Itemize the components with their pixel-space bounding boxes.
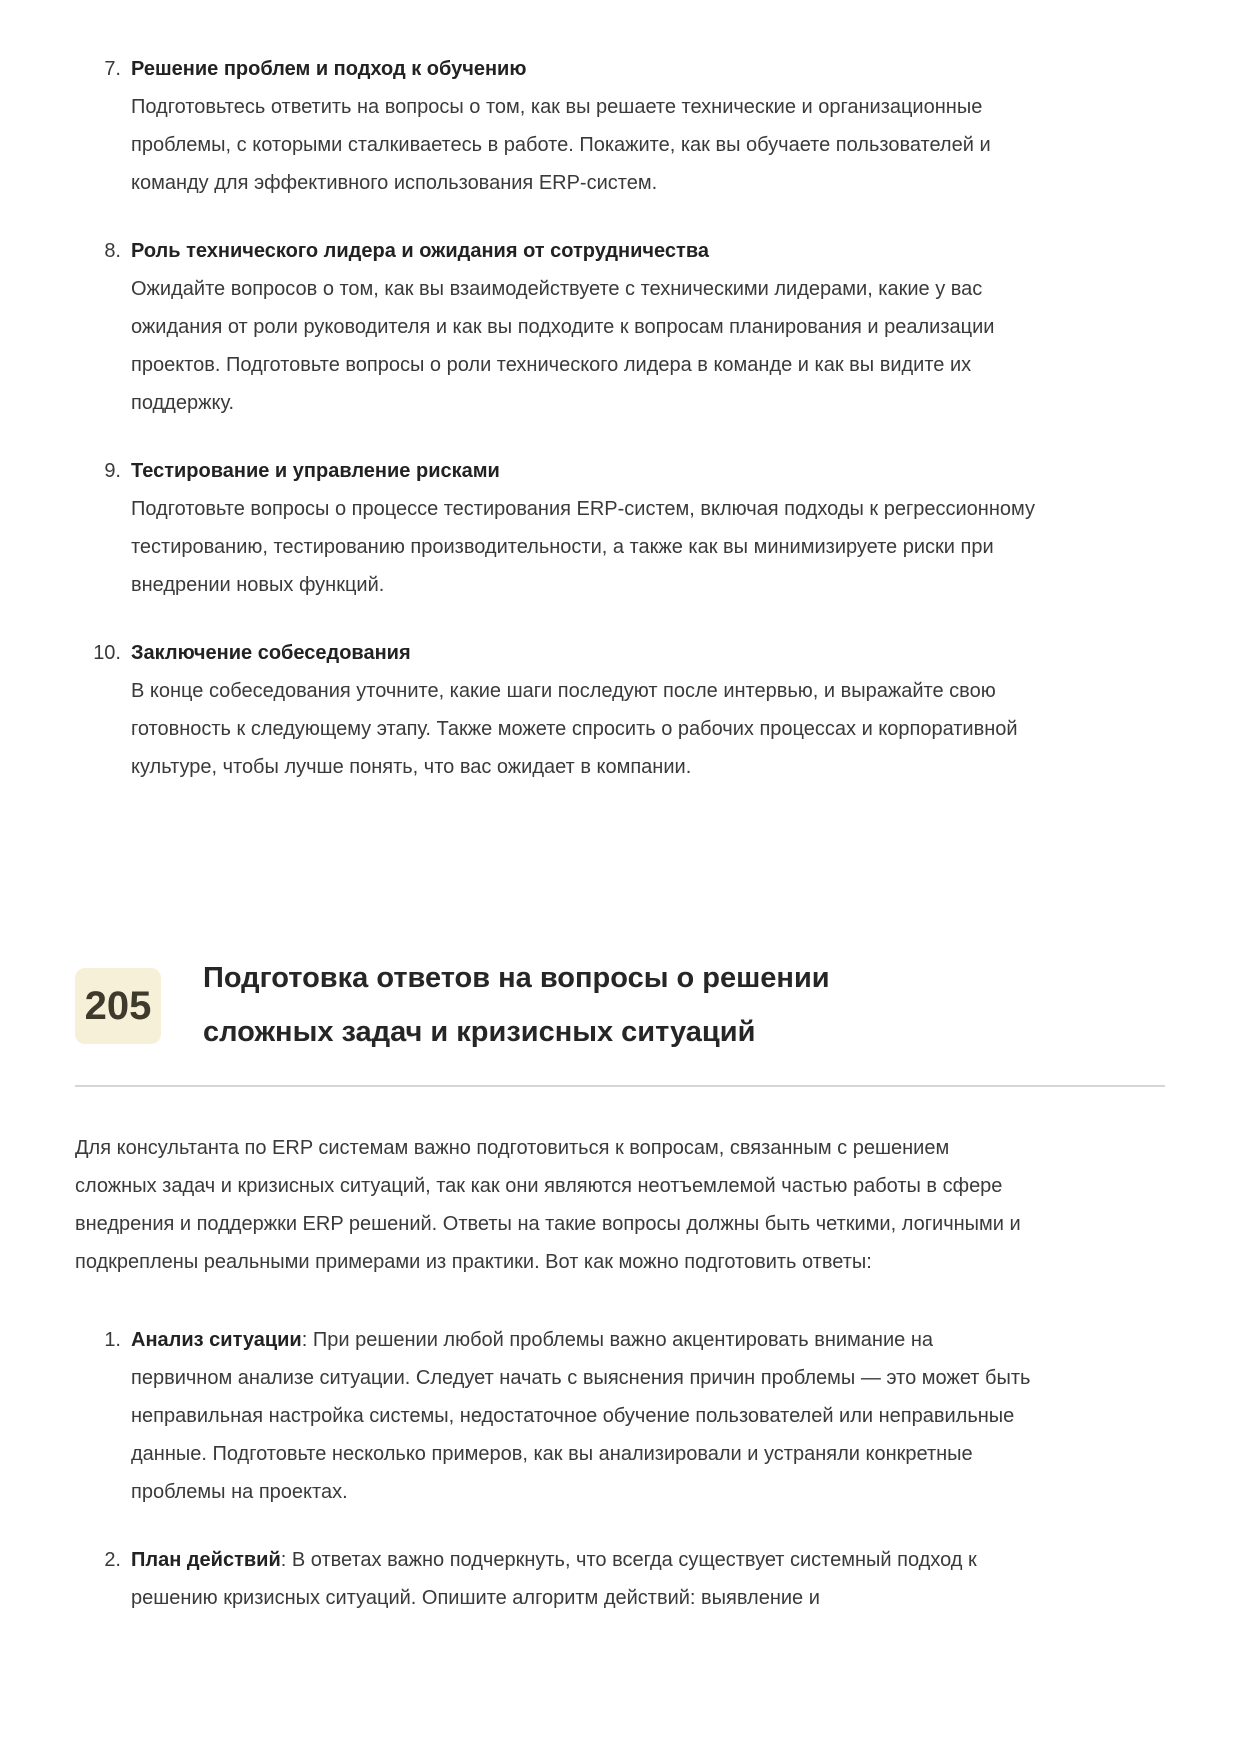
section-header (75, 952, 1165, 1059)
list-item-body: Ожидайте вопросов о том, как вы взаимодействуете с техническими лидерами, какие у вас ожидания от роли руководителя и как вы подходите к вопросам планирования и реализации проектов. Подготовьте вопросы о роли технического лидера в команде и как вы видите их поддержку. (131, 278, 995, 414)
list-item-title: Роль технического лидера и ожидания от сотрудничества (131, 240, 709, 262)
list-item-title: Тестирование и управление рисками (131, 460, 500, 482)
list-item (75, 232, 1165, 422)
list-item (75, 1541, 1165, 1617)
list-item-number: 9. (104, 460, 121, 482)
section-title: Подготовка ответов на вопросы о решении сложных задач и кризисных ситуаций (203, 962, 830, 1048)
list-item-content (131, 452, 1036, 604)
list-item-body: Подготовьтесь ответить на вопросы о том, как вы решаете технические и организационные проблемы, с которыми сталкиваетесь в работе. Покажите, как вы обучаете пользователей и команду для эффективного использования ERP-систем. (131, 96, 991, 194)
bottom-numbered-list (75, 1321, 1165, 1617)
section-divider (75, 1085, 1165, 1087)
section-intro-paragraph: Для консультанта по ERP системам важно подготовиться к вопросам, связанным с решением сложных задач и кризисных ситуаций, так как они являются неотъемлемой частью работы в сфере внедрения и поддержки ERP решений. Ответы на такие вопросы должны быть четкими, логичными и подкреплены реальными примерами из практики. Вот как можно подготовить ответы: (75, 1137, 1021, 1274)
list-item-title: Решение проблем и подход к обучению (131, 58, 527, 80)
list-item-number: 2. (104, 1549, 121, 1572)
list-item-content (131, 1321, 1036, 1511)
top-numbered-list (75, 50, 1165, 786)
list-item-number: 7. (104, 58, 121, 80)
list-item-text: : При решении любой проблемы важно акцентировать внимание на первичном анализе ситуации. Следует начать с выяснения причин проблемы — это может быть неправильная настройка системы, недостаточное обучение пользователей или неправильные данные. Подготовьте несколько примеров, как вы анализировали и устраняли конкретные проблемы на проектах. (131, 1329, 1031, 1504)
list-item-content (131, 1541, 1036, 1617)
list-item-body (131, 1321, 1036, 1511)
list-item (75, 452, 1165, 604)
list-item-body: В конце собеседования уточните, какие шаги последуют после интервью, и выражайте свою готовность к следующему этапу. Также можете спросить о рабочих процессах и корпоративной культуре, чтобы лучше понять, что вас ожидает в компании. (131, 680, 1018, 778)
list-item-content (131, 232, 1036, 422)
list-item-content (131, 50, 1036, 202)
list-item-number: 10. (93, 642, 121, 664)
list-item-title: Заключение собеседования (131, 642, 411, 664)
list-item-number: 1. (104, 1329, 121, 1352)
list-item-body: Подготовьте вопросы о процессе тестирования ERP-систем, включая подходы к регрессионному тестированию, тестированию производительности, а также как вы минимизируете риски при внедрении новых функций. (131, 498, 1035, 596)
list-item (75, 1321, 1165, 1511)
list-item-number: 8. (104, 240, 121, 262)
list-item-title: План действий (131, 1549, 281, 1572)
list-item-body (131, 1541, 1036, 1617)
list-item-content (131, 634, 1036, 786)
list-item-title: Анализ ситуации (131, 1329, 302, 1352)
list-item (75, 634, 1165, 786)
list-item-text: : В ответах важно подчеркнуть, что всегда существует системный подход к решению кризисных ситуаций. Опишите алгоритм действий: выявление и (131, 1549, 977, 1610)
list-item (75, 50, 1165, 202)
section-number-badge: 205 (75, 968, 161, 1044)
